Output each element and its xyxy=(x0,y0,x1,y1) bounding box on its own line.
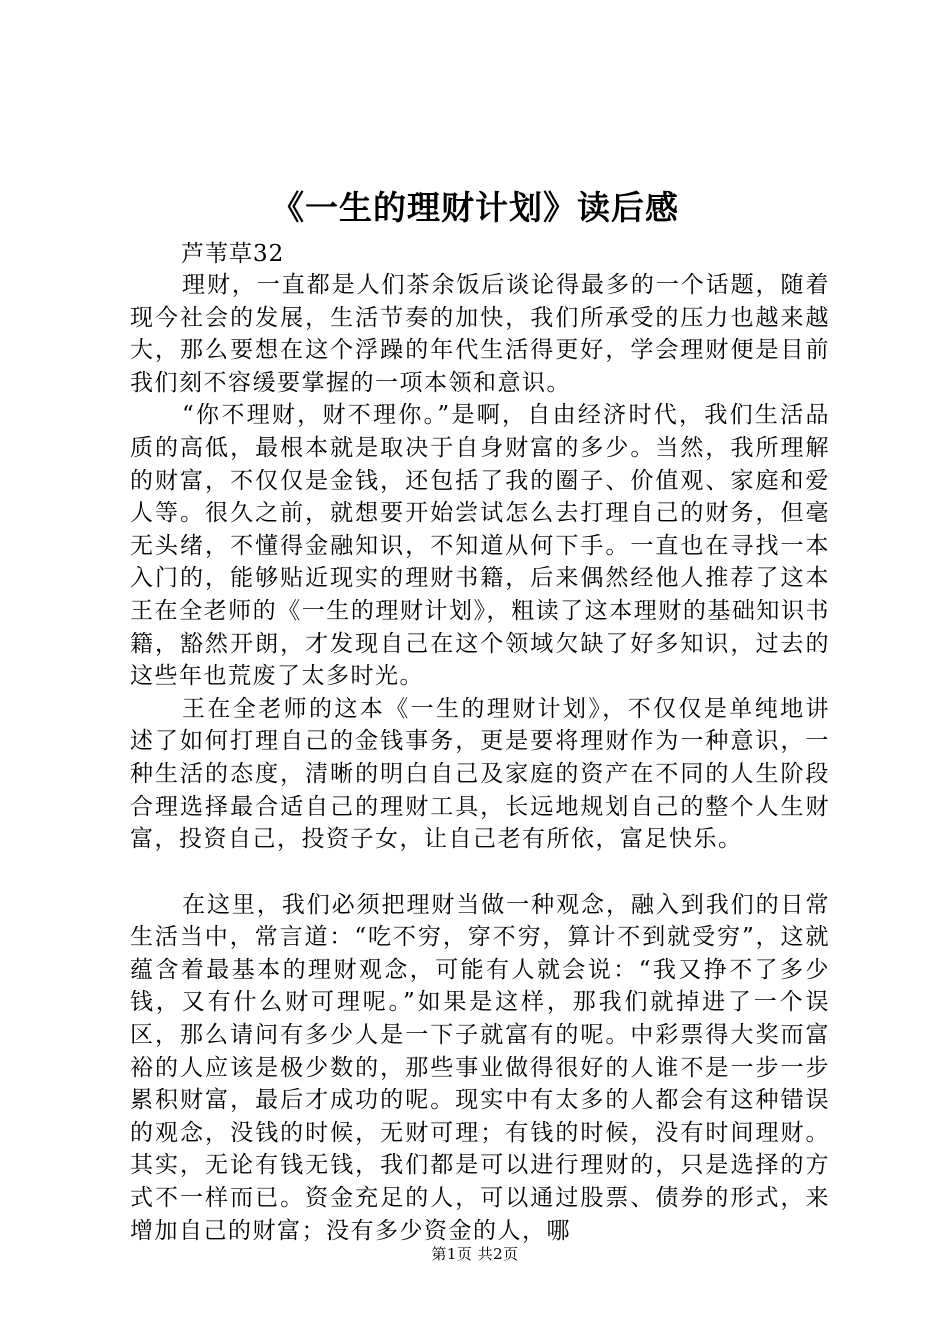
paragraph-2: “你不理财，财不理你。”是啊，自由经济时代，我们生活品质的高低，最根本就是取决于自身财富的多少。当然，我所理解的财富，不仅仅是金钱，还包括了我的圈子、价值观、家庭和爱人等。很久之前，就想要开始尝试怎么去打理自己的财务，但毫无头绪，不懂得金融知识，不知道从何下手。一直也在寻找一本入门的，能够贴近现实的理财书籍，后来偶然经他人推荐了这本王在全老师的《一生的理财计划》，粗读了这本理财的基础知识书籍，豁然开朗，才发现自己在这个领域欠缺了好多知识，过去的这些年也荒废了太多时光。 xyxy=(130,402,830,690)
paragraph-spacer xyxy=(130,856,830,889)
page-footer: 第1页 共2页 xyxy=(431,1245,519,1263)
paragraph-1: 理财，一直都是人们茶余饭后谈论得最多的一个话题，随着现今社会的发展，生活节奏的加快，我们所承受的压力也越来越大，那么要想在这个浮躁的年代生活得更好，学会理财便是目前我们刻不容缓要掌握的一项本领和意识。 xyxy=(130,272,830,396)
paragraph-3: 王在全老师的这本《一生的理财计划》，不仅仅是单纯地讲述了如何打理自己的金钱事务，更是要将理财作为一种意识，一种生活的态度，清晰的明白自己及家庭的资产在不同的人生阶段合理选择最合适自己的理财工具，长远地规划自己的整个人生财富，投资自己，投资子女，让自己老有所依，富足快乐。 xyxy=(130,695,830,853)
document-title: 《一生的理财计划》读后感 xyxy=(271,188,679,227)
document-body xyxy=(130,269,830,1247)
paragraph-4: 在这里，我们必须把理财当做一种观念，融入到我们的日常生活当中，常言道：“吃不穷，穿不穷，算计不到就受穷”，这就蕴含着最基本的理财观念，可能有人就会说：“我又挣不了多少钱，又有什么财可理呢。”如果是这样，那我们就掉进了一个误区，那么请问有多少人是一下子就富有的呢。中彩票得大奖而富裕的人应该是极少数的，那些事业做得很好的人谁不是一步一步累积财富，最后才成功的呢。现实中有太多的人都会有这种错误的观念，没钱的时候，无财可理；有钱的时候，没有时间理财。其实，无论有钱无钱，我们都是可以进行理财的，只是选择的方式不一样而已。资金充足的人，可以通过股票、债券的形式，来增加自己的财富；没有多少资金的人，哪 xyxy=(130,891,830,1244)
author-line: 芦苇草32 xyxy=(181,241,285,267)
